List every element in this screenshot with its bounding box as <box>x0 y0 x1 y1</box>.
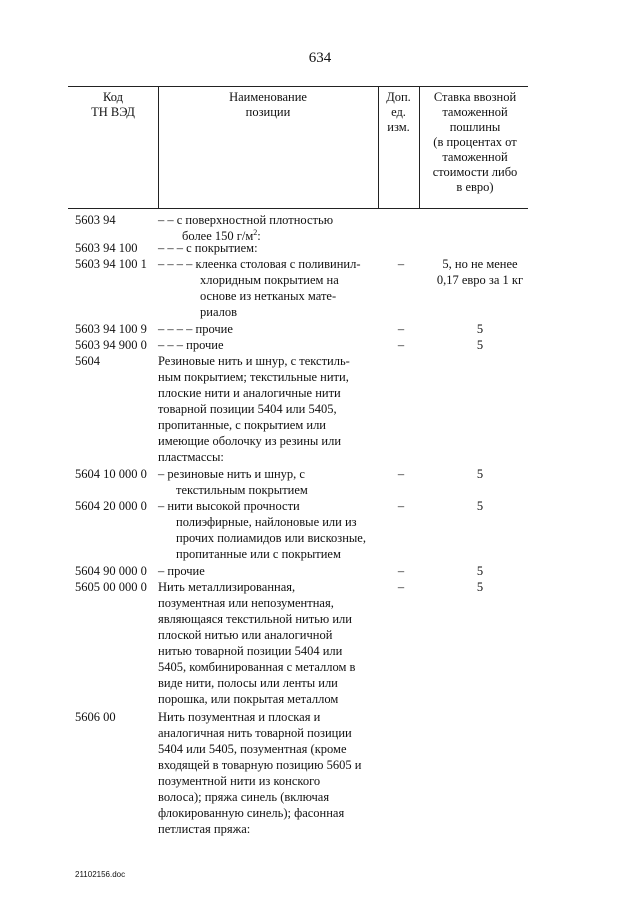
row-name: – нити высокой прочности полиэфирные, найлоновые или из прочих полиамидов или вискозные, пропитанные или с покрытием <box>158 499 366 561</box>
header-code: Код ТН ВЭД <box>91 90 135 119</box>
row-rate: 5 <box>476 499 484 513</box>
row-name: – – – прочие <box>158 338 224 352</box>
row-rate: 5 <box>476 580 484 594</box>
row-name: Нить позументная и плоская и аналогичная нить товарной позиции 5404 или 5405, позументная (кроме входящей в товарную позицию 5605 и позументной нити из конского волоса); пряжа синель (включая флокированную синель); фасонная петлистая пряжа: <box>158 710 362 836</box>
row-unit: – <box>397 338 405 352</box>
row-unit: – <box>397 467 405 481</box>
row-name: – – – с покрытием: <box>158 241 258 255</box>
row-code: 5603 94 100 <box>75 241 138 255</box>
row-code: 5603 94 900 0 <box>75 338 147 352</box>
row-rate: 5 <box>476 467 484 481</box>
row-code: 5606 00 <box>75 710 116 724</box>
row-rate: 5 <box>476 564 484 578</box>
row-code: 5604 90 000 0 <box>75 564 147 578</box>
row-unit: – <box>397 580 405 594</box>
header-unit: Доп. ед. изм. <box>386 90 411 134</box>
table-header-bottom-rule <box>68 208 528 209</box>
row-unit: – <box>397 564 405 578</box>
row-rate: 5 <box>476 322 484 336</box>
header-rate: Ставка ввозной таможенной пошлины (в процентах от таможенной стоимости либо в евро) <box>432 90 518 194</box>
row-rate: 5 <box>476 338 484 352</box>
footer-filename: 21102156.doc <box>75 870 126 879</box>
row-code: 5603 94 <box>75 213 116 227</box>
row-rate: 5, но не менее 0,17 евро за 1 кг <box>436 257 524 287</box>
table-top-rule <box>68 86 528 87</box>
row-name: – – – – клеенка столовая с поливинил- хлоридным покрытием на основе из нетканых мате- риалов <box>158 257 361 319</box>
row-unit: – <box>397 499 405 513</box>
row-name: – прочие <box>158 564 205 578</box>
row-unit: – <box>397 322 405 336</box>
row-code: 5603 94 100 9 <box>75 322 147 336</box>
row-name: Нить металлизированная, позументная или непозументная, являющаяся текстильной нитью или плоской нитью или аналогичной нитью товарной позиции 5404 или 5405, комбинированная с металлом в виде нити, полосы или ленты или порошка, или покрытая металлом <box>158 580 356 706</box>
header-name: Наименование позиции <box>229 90 307 119</box>
row-code: 5604 20 000 0 <box>75 499 147 513</box>
row-code: 5604 10 000 0 <box>75 467 147 481</box>
page-number: 634 <box>308 50 332 66</box>
row-name: Резиновые нить и шнур, с текстиль- ным покрытием; текстильные нити, плоские нити и аналогичные нити товарной позиции 5404 или 5405, пропитанные, с покрытием или имеющие оболочку из резины или пластмассы: <box>158 354 350 464</box>
row-unit: – <box>397 257 405 271</box>
row-name: – резиновые нить и шнур, с текстильным покрытием <box>158 467 308 497</box>
row-code: 5604 <box>75 354 100 368</box>
row-name: – – с поверхностной плотностью более 150 $г/м^2$: <box>158 213 334 243</box>
row-code: 5605 00 000 0 <box>75 580 147 594</box>
row-code: 5603 94 100 1 <box>75 257 147 271</box>
row-name: – – – – прочие <box>158 322 233 336</box>
